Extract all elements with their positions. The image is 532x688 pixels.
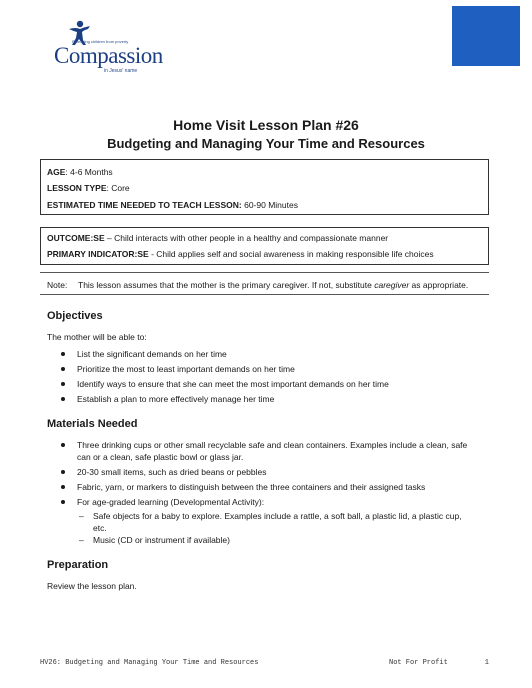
footer-title: HV26: Budgeting and Managing Your Time and Resources [40,659,259,667]
bullet-icon [61,500,65,504]
time-needed-value: 60-90 Minutes [241,200,298,210]
lesson-type-line [47,183,130,193]
age-label: AGE [47,167,66,177]
page-number: 1 [484,659,489,667]
indicator-label: PRIMARY INDICATOR:SE [47,249,149,259]
bullet-icon [61,397,65,401]
material-item-continuation: can or a clean, safe plastic bowl or glass jar. [77,452,244,462]
outcome-label: OUTCOME:SE [47,233,105,243]
lesson-type-value: : Core [106,183,130,193]
note [47,280,468,290]
note-text: This lesson assumes that the mother is the primary caregiver. If not, substitute [78,280,375,290]
age-value: : 4-6 Months [65,167,113,177]
dash-marker: – [79,511,84,521]
compassion-logo [52,20,172,74]
lesson-type-label: LESSON TYPE [47,183,107,193]
objectives-heading: Objectives [47,310,103,322]
logo-tagline: Releasing children from poverty [72,39,129,44]
page-title: Home Visit Lesson Plan #26 [173,117,359,133]
note-label: Note: [47,280,68,290]
bullet-icon [61,352,65,356]
logo-brand: Compassion [54,43,163,68]
note-text-end: as appropriate. [409,280,469,290]
footer-not-for-profit: Not For Profit [389,659,448,667]
age-line [47,167,113,177]
outcome-line [47,233,388,243]
bullet-icon [61,443,65,447]
preparation-text: Review the lesson plan. [47,581,137,591]
logo-subline: in Jesus' name [104,68,138,74]
outcome-value: – Child interacts with other people in a healthy and compassionate manner [104,233,389,243]
time-needed-line [47,200,298,210]
materials-heading: Materials Needed [47,418,138,430]
bullet-icon [61,382,65,386]
note-top-rule [40,272,489,273]
lesson-info-box [40,159,489,215]
blue-brand-block [452,6,520,66]
indicator-line [47,249,434,259]
time-needed-label: ESTIMATED TIME NEEDED TO TEACH LESSON: [47,200,242,210]
bullet-icon [61,470,65,474]
note-bottom-rule [40,294,489,295]
dash-marker: – [79,535,84,545]
outcome-box [40,227,489,265]
objectives-intro: The mother will be able to: [47,332,147,342]
note-emphasis: caregiver [374,280,410,290]
indicator-value: - Child applies self and social awareness in making responsible life choices [148,249,434,259]
bullet-icon [61,367,65,371]
preparation-heading: Preparation [47,559,109,571]
page-subtitle: Budgeting and Managing Your Time and Resources [107,136,425,151]
bullet-icon [61,485,65,489]
material-subitem-continuation: etc. [93,523,107,533]
